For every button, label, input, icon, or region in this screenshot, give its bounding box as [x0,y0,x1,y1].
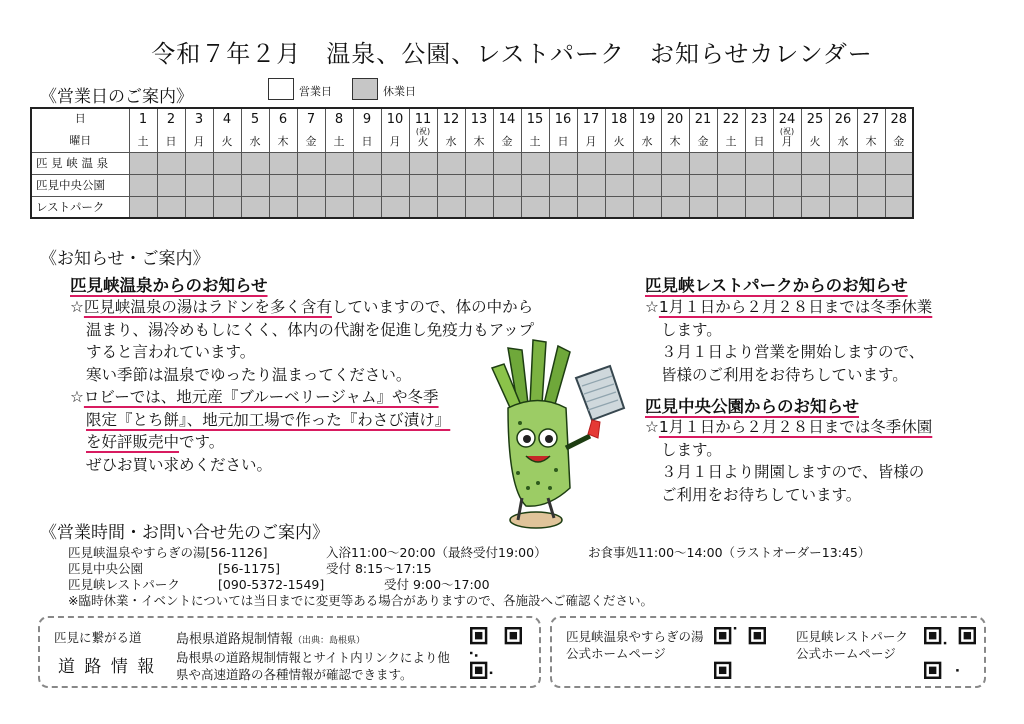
status-cell [297,196,325,218]
onsen-lobby-highlight-3: を好評販売中 [86,433,180,451]
day-number: 13 [470,111,488,127]
day-cell-9 [353,108,381,152]
status-cell [633,196,661,218]
official-sites-box [550,616,986,688]
day-number: 9 [362,111,372,127]
weekday: 月 [389,134,401,148]
day-cell-12 [437,108,465,152]
status-cell [297,152,325,174]
weekday: 火 [809,134,821,148]
weekday: 土 [529,134,541,148]
day-number: 6 [278,111,288,127]
status-cell [549,196,577,218]
day-number: 1 [138,111,148,127]
road-big-label: 道 路 情 報 [58,657,157,677]
road-info-source: （出典：島根県） [293,636,366,646]
legend-open-swatch [268,78,294,100]
park-line4: ご利用をお待ちしています。 [661,485,862,504]
status-cell [857,174,885,196]
status-cell [605,196,633,218]
status-cell [549,174,577,196]
status-cell [465,174,493,196]
status-cell [521,196,549,218]
star-mark: ☆ [70,388,84,406]
day-cell-24 [773,108,801,152]
status-cell [381,152,409,174]
status-cell [717,196,745,218]
status-cell [801,196,829,218]
day-cell-5 [241,108,269,152]
day-number: 17 [582,111,600,127]
status-cell [661,196,689,218]
facility-label: 匹見中央公園 [31,174,129,196]
onsen-p2-rest: です。 [179,433,225,451]
status-cell [885,174,913,196]
day-number: 2 [166,111,176,127]
restpark-site-label-2: 公式ホームページ [796,646,896,661]
restpark-line4: 皆様のご利用をお待ちしています。 [661,365,908,384]
status-cell [689,174,717,196]
day-number: 5 [250,111,260,127]
onsen-radon-highlight: 匹見峡温泉の湯はラドンを多く含有 [83,298,332,316]
restpark-notice-title: 匹見峡レストパークからのお知らせ [645,276,908,295]
status-cell [745,196,773,218]
facility-label: レストパーク [31,196,129,218]
weekday: 火 [417,134,429,148]
park-line2: します。 [661,440,722,459]
star-mark: ☆ [645,298,659,316]
park-line3: ３月１日より開園しますので、皆様の [661,463,925,481]
restpark-name: 匹見峡レストパーク [68,577,180,592]
status-cell [493,174,521,196]
status-cell [885,196,913,218]
status-cell [465,152,493,174]
legend-open-label: 営業日 [299,85,332,98]
holiday-mark: (祝) [415,126,431,136]
weekday: 日 [557,134,569,148]
status-cell [157,152,185,174]
day-number: 26 [834,111,852,127]
status-cell [745,152,773,174]
calendar-table [30,107,914,219]
day-number: 14 [498,111,516,127]
status-cell [773,174,801,196]
status-cell [689,152,717,174]
road-small-label: 匹見に繋がる道 [54,630,142,645]
weekday: 土 [725,134,737,148]
star-mark: ☆ [70,298,84,316]
weekday: 火 [613,134,625,148]
day-number: 21 [694,111,712,127]
weekday: 金 [305,134,317,148]
status-cell [381,174,409,196]
wasabi-mascot-illustration [478,338,628,533]
status-cell [717,152,745,174]
weekday: 木 [669,134,681,148]
day-cell-20 [661,108,689,152]
holiday-mark: (祝) [779,126,795,136]
day-cell-23 [745,108,773,152]
weekday: 日 [361,134,373,148]
weekday: 木 [473,134,485,148]
onsen-p1-line2: 温まり、湯冷めもしにくく、体内の代謝を促進し免疫力もアップ [86,320,535,339]
weekday: 水 [641,134,653,148]
status-cell [493,196,521,218]
day-number: 25 [806,111,824,127]
weekday: 日 [165,134,177,148]
status-cell [745,174,773,196]
star-mark: ☆ [645,418,659,436]
day-cell-22 [717,108,745,152]
status-cell [241,196,269,218]
status-cell [269,196,297,218]
onsen-lobby-highlight-1: ロビーでは、地元産『ブルーベリージャム』や冬季 [83,388,439,406]
status-cell [773,152,801,174]
restpark-site-label-1: 匹見峡レストパーク [796,629,908,644]
status-cell [493,152,521,174]
status-cell [129,152,157,174]
day-number: 3 [194,111,204,127]
day-number: 23 [750,111,768,127]
road-desc-line1: 島根県の道路規制情報とサイト内リンクにより他 [176,650,450,665]
day-cell-8 [325,108,353,152]
day-cell-28 [885,108,913,152]
day-cell-17 [577,108,605,152]
park-name: 匹見中央公園 [68,561,144,576]
status-cell [157,174,185,196]
day-cell-15 [521,108,549,152]
status-cell [661,152,689,174]
status-cell [381,196,409,218]
status-cell [353,196,381,218]
park-notice-title: 匹見中央公園からのお知らせ [645,397,860,416]
park-tel: [56-1175] [218,561,280,576]
status-cell [213,174,241,196]
restpark-line3: ３月１日より営業を開始しますので、 [661,343,925,361]
park-notice-body [645,416,985,506]
day-number: 11 [414,111,432,127]
onsen-site-qr-code[interactable] [714,627,766,679]
status-cell [409,174,437,196]
day-number: 15 [526,111,544,127]
status-cell [549,152,577,174]
status-cell [661,174,689,196]
weekday: 金 [501,134,513,148]
onsen-notice-title: 匹見峡温泉からのお知らせ [70,276,268,295]
onsen-p1-line4: 寒い季節は温泉でゆったり温まってください。 [86,365,412,384]
status-cell [353,152,381,174]
status-cell [829,196,857,218]
restpark-closure-highlight: 1月１日から２月２８日までは冬季休業 [658,298,933,316]
calendar-header-row [31,108,913,152]
day-cell-26 [829,108,857,152]
day-cell-10 [381,108,409,152]
status-cell [521,152,549,174]
status-cell [605,174,633,196]
page-title: 令和７年２月 温泉、公園、レストパーク お知らせカレンダー [151,40,873,68]
status-cell [409,196,437,218]
day-header-label: 日 [74,112,86,126]
onsen-bath-hours: 入浴11:00～20:00（最終受付19:00） [326,545,547,560]
status-cell [185,152,213,174]
day-number: 4 [222,111,232,127]
status-cell [241,174,269,196]
status-cell [269,174,297,196]
weekday: 月 [585,134,597,148]
weekday: 木 [865,134,877,148]
facility-row [31,196,913,218]
day-cell-18 [605,108,633,152]
status-cell [829,152,857,174]
weekday: 金 [893,134,905,148]
weekday: 火 [221,134,233,148]
status-cell [885,152,913,174]
road-info-box [38,616,541,688]
day-cell-13 [465,108,493,152]
status-cell [213,196,241,218]
day-cell-25 [801,108,829,152]
status-cell [633,152,661,174]
notice-heading: 《お知らせ・ご案内》 [40,249,210,269]
weekday-header-label: 曜日 [69,134,92,148]
status-cell [465,196,493,218]
onsen-site-label-2: 公式ホームページ [566,646,666,661]
status-cell [717,174,745,196]
status-cell [773,196,801,218]
onsen-p1-rest: していますので、体の中から [331,298,534,316]
status-cell [185,174,213,196]
status-cell [689,196,717,218]
restpark-tel: [090-5372-1549] [218,577,325,592]
hours-list [68,545,968,609]
day-cell-14 [493,108,521,152]
onsen-p2-line4: ぜひお買い求めください。 [86,455,273,474]
legend-closed-swatch [352,78,378,100]
day-number: 7 [306,111,316,127]
day-cell-4 [213,108,241,152]
road-desc-line2: 県や高速道路の各種情報が確認できます。 [176,667,413,682]
weekday: 土 [137,134,149,148]
status-cell [633,174,661,196]
status-cell [437,152,465,174]
status-cell [353,174,381,196]
facility-label: 匹 見 峡 温 泉 [31,152,129,174]
onsen-name-tel: 匹見峡温泉やすらぎの湯[56-1126] [68,545,268,560]
day-number: 16 [554,111,572,127]
status-cell [325,152,353,174]
status-cell [577,174,605,196]
status-cell [297,174,325,196]
restpark-hours: 受付 9:00～17:00 [384,577,490,592]
day-cell-21 [689,108,717,152]
day-number: 24 [778,111,796,127]
onsen-dining-hours: お食事処11:00～14:00（ラストオーダー13:45） [588,545,871,560]
facility-row [31,152,913,174]
day-cell-7 [297,108,325,152]
day-cell-1 [129,108,157,152]
weekday: 土 [333,134,345,148]
status-cell [129,196,157,218]
day-number: 22 [722,111,740,127]
day-cell-16 [549,108,577,152]
status-cell [437,174,465,196]
day-cell-3 [185,108,213,152]
restpark-line2: します。 [661,320,722,339]
road-info-title: 島根県道路規制情報 [176,632,294,647]
calendar-heading: 《営業日のご案内》 [40,87,193,107]
status-cell [437,196,465,218]
status-cell [157,196,185,218]
onsen-site-label-1: 匹見峡温泉やすらぎの湯 [566,629,704,644]
status-cell [577,196,605,218]
status-cell [325,174,353,196]
day-number: 18 [610,111,628,127]
day-cell-19 [633,108,661,152]
weekday: 水 [837,134,849,148]
hours-heading: 《営業時間・お問い合せ先のご案内》 [40,523,329,543]
status-cell [605,152,633,174]
day-number: 10 [386,111,404,127]
restpark-site-qr-code[interactable] [924,627,976,679]
header-label-cell [31,108,129,152]
day-cell-27 [857,108,885,152]
road-info-qr-code[interactable] [470,627,522,679]
weekday: 水 [445,134,457,148]
status-cell [801,174,829,196]
day-cell-11 [409,108,437,152]
status-cell [325,196,353,218]
facility-row [31,174,913,196]
weekday: 水 [249,134,261,148]
status-cell [269,152,297,174]
weekday: 木 [277,134,289,148]
status-cell [129,174,157,196]
status-cell [857,152,885,174]
status-cell [213,152,241,174]
status-cell [857,196,885,218]
weekday: 月 [781,134,793,148]
onsen-p1-line3: すると言われています。 [86,343,256,361]
day-number: 27 [862,111,880,127]
day-number: 19 [638,111,656,127]
park-closure-highlight: 1月１日から２月２８日までは冬季休園 [658,418,933,436]
status-cell [241,152,269,174]
restpark-notice-body [645,296,985,386]
status-cell [409,152,437,174]
status-cell [829,174,857,196]
day-number: 8 [334,111,344,127]
park-hours: 受付 8:15～17:15 [326,561,432,576]
hours-note: ※臨時休業・イベントについては当日までに変更等ある場合がありますので、各施設へご確認ください。 [68,593,653,608]
status-cell [521,174,549,196]
day-cell-2 [157,108,185,152]
status-cell [801,152,829,174]
day-number: 20 [666,111,684,127]
status-cell [577,152,605,174]
day-number: 28 [890,111,908,127]
weekday: 月 [193,134,205,148]
weekday: 日 [753,134,765,148]
weekday: 金 [697,134,709,148]
day-cell-6 [269,108,297,152]
status-cell [185,196,213,218]
onsen-lobby-highlight-2: 限定『とち餅』、地元加工場で作った『わさび漬け』 [86,410,451,429]
legend-closed-label: 休業日 [383,85,416,98]
day-number: 12 [442,111,460,127]
